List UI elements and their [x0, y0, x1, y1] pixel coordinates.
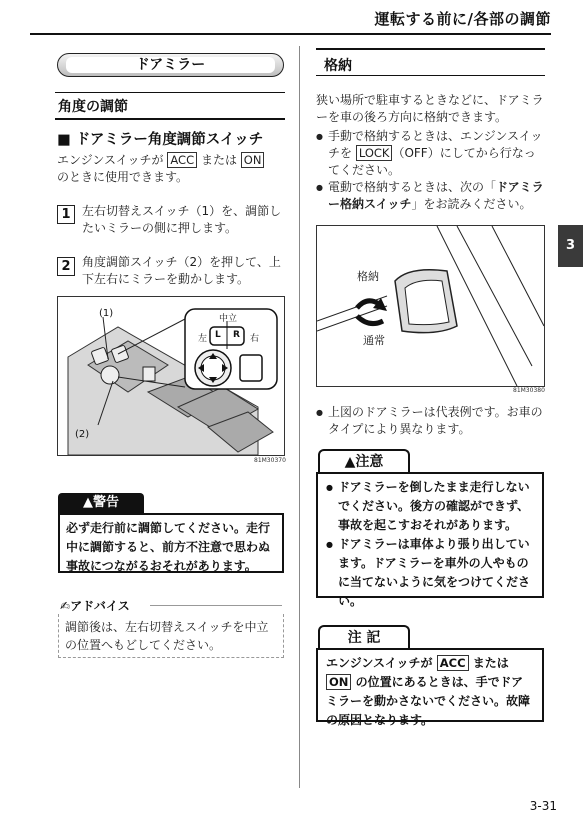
- figure-note: [316, 404, 546, 438]
- bullet-text: 手動で格納するときは、エンジンスイッチを: [328, 129, 543, 160]
- normal-label: 通常: [363, 334, 385, 347]
- warning-box: 必ず走行前に調節してください。走行中に調節すると、前方不注意で思わぬ事故につながるおそれがあります。: [58, 513, 284, 573]
- step-text-1: 左右切替えスイッチ（1）を、調節したいミラーの側に押します。: [82, 204, 282, 235]
- bullet-text: 電動で格納するときは、次の「: [328, 180, 497, 194]
- label-right: 右: [250, 334, 260, 344]
- label-L: L: [215, 330, 221, 340]
- memo-acc-label: ACC: [437, 655, 469, 671]
- step-text-2: 角度調節スイッチ（2）を押して、上下左右にミラーを動かします。: [82, 255, 281, 286]
- mirror-switch-figure: [57, 296, 285, 456]
- label-1: (1): [99, 308, 114, 319]
- warning-tab-label: 警告: [92, 495, 119, 510]
- intro-text: のときに使用できます。: [57, 170, 189, 184]
- memo-text: エンジンスイッチが: [326, 656, 437, 670]
- advice-rule: [150, 605, 282, 606]
- caution-tab-label: 注意: [355, 454, 384, 470]
- caution-item-1: ● ドアミラーを倒したまま走行しないでください。後方の確認ができず、事故を起こすおそれがあります。: [326, 478, 534, 535]
- memo-on-label: ON: [326, 674, 351, 690]
- bullet-text: 」をお読みください。: [411, 197, 532, 211]
- section-heading-fold: 格納: [324, 58, 352, 74]
- step-number-2: 2: [57, 257, 75, 276]
- advice-box: 調節後は、左右切替えスイッチを中立の位置へもどしてください。: [58, 614, 284, 658]
- bullet-electric: [316, 179, 546, 213]
- fold-intro: 狭い場所で駐車するときなどに、ドアミラーを車の後ろ方向に格納できます。: [316, 93, 544, 124]
- bullet-manual: [316, 128, 546, 179]
- chapter-tab: 3: [558, 225, 583, 267]
- mirror-fold-figure: [316, 225, 545, 387]
- intro-text: または: [197, 153, 241, 167]
- sub-heading-switch: ■ ドアミラー角度調節スイッチ: [57, 132, 264, 148]
- page-header-title: 運転する前に/各部の調節: [374, 10, 551, 28]
- header-rule: [30, 33, 551, 35]
- memo-box: [316, 648, 544, 727]
- mirror-switch-illustration: [58, 297, 284, 455]
- bullet-text: （OFF）にしてから行なってください。: [328, 146, 536, 177]
- memo-tab: 注 記: [318, 625, 410, 649]
- heading-rule-top: [55, 92, 285, 93]
- memo-text: または: [468, 656, 509, 670]
- caution-triangle-icon: ▲: [344, 454, 356, 470]
- right-heading-rule-bottom: [316, 75, 545, 76]
- column-divider: [299, 46, 300, 788]
- acc-key-label: ACC: [167, 152, 197, 168]
- step-number-1: 1: [57, 205, 75, 224]
- hand-icon: ✍: [60, 599, 71, 613]
- fold-bullets: [316, 128, 546, 213]
- label-center: 中立: [219, 314, 238, 324]
- warning-tab: [58, 493, 144, 513]
- advice-heading: [60, 597, 130, 614]
- heading-rule-bottom: [55, 118, 285, 120]
- intro-text: エンジンスイッチが: [57, 153, 168, 167]
- section-pill-label: ドアミラー: [66, 57, 275, 73]
- caution-box: [316, 472, 544, 608]
- lock-key-label: LOCK: [356, 145, 393, 161]
- warning-triangle-icon: ▲: [82, 495, 93, 510]
- section-pill: [57, 53, 284, 77]
- caution-item-2: ● ドアミラーは車体より張り出しています。ドアミラーを車外の人やものに当てないように気をつけてください。: [326, 535, 534, 611]
- label-left: 左: [198, 334, 208, 344]
- on-key-label: ON: [241, 152, 265, 168]
- figure1-code: 81M30370: [254, 457, 286, 464]
- label-R: R: [233, 330, 240, 340]
- figure-note-item: ● 上図のドアミラーは代表例です。お車のタイプにより異なります。: [316, 404, 546, 438]
- fold-switch-link: ドアミラー格納スイッチ: [328, 180, 544, 211]
- intro-paragraph: [57, 152, 287, 186]
- page-number: 3-31: [529, 799, 557, 813]
- memo-text: の位置にあるときは、手でドアミラーを動かさないでください。故障の原因となります。: [326, 675, 531, 727]
- mirror-fold-illustration: [317, 226, 544, 386]
- advice-label: アドバイス: [70, 599, 130, 613]
- label-2: (2): [75, 429, 90, 440]
- figure2-code: 81M30380: [513, 387, 545, 394]
- fold-label: 格納: [357, 270, 379, 283]
- right-heading-rule-top: [316, 48, 545, 50]
- caution-list: [326, 478, 534, 611]
- caution-tab: [318, 449, 410, 473]
- section-heading-angle: 角度の調節: [58, 99, 128, 115]
